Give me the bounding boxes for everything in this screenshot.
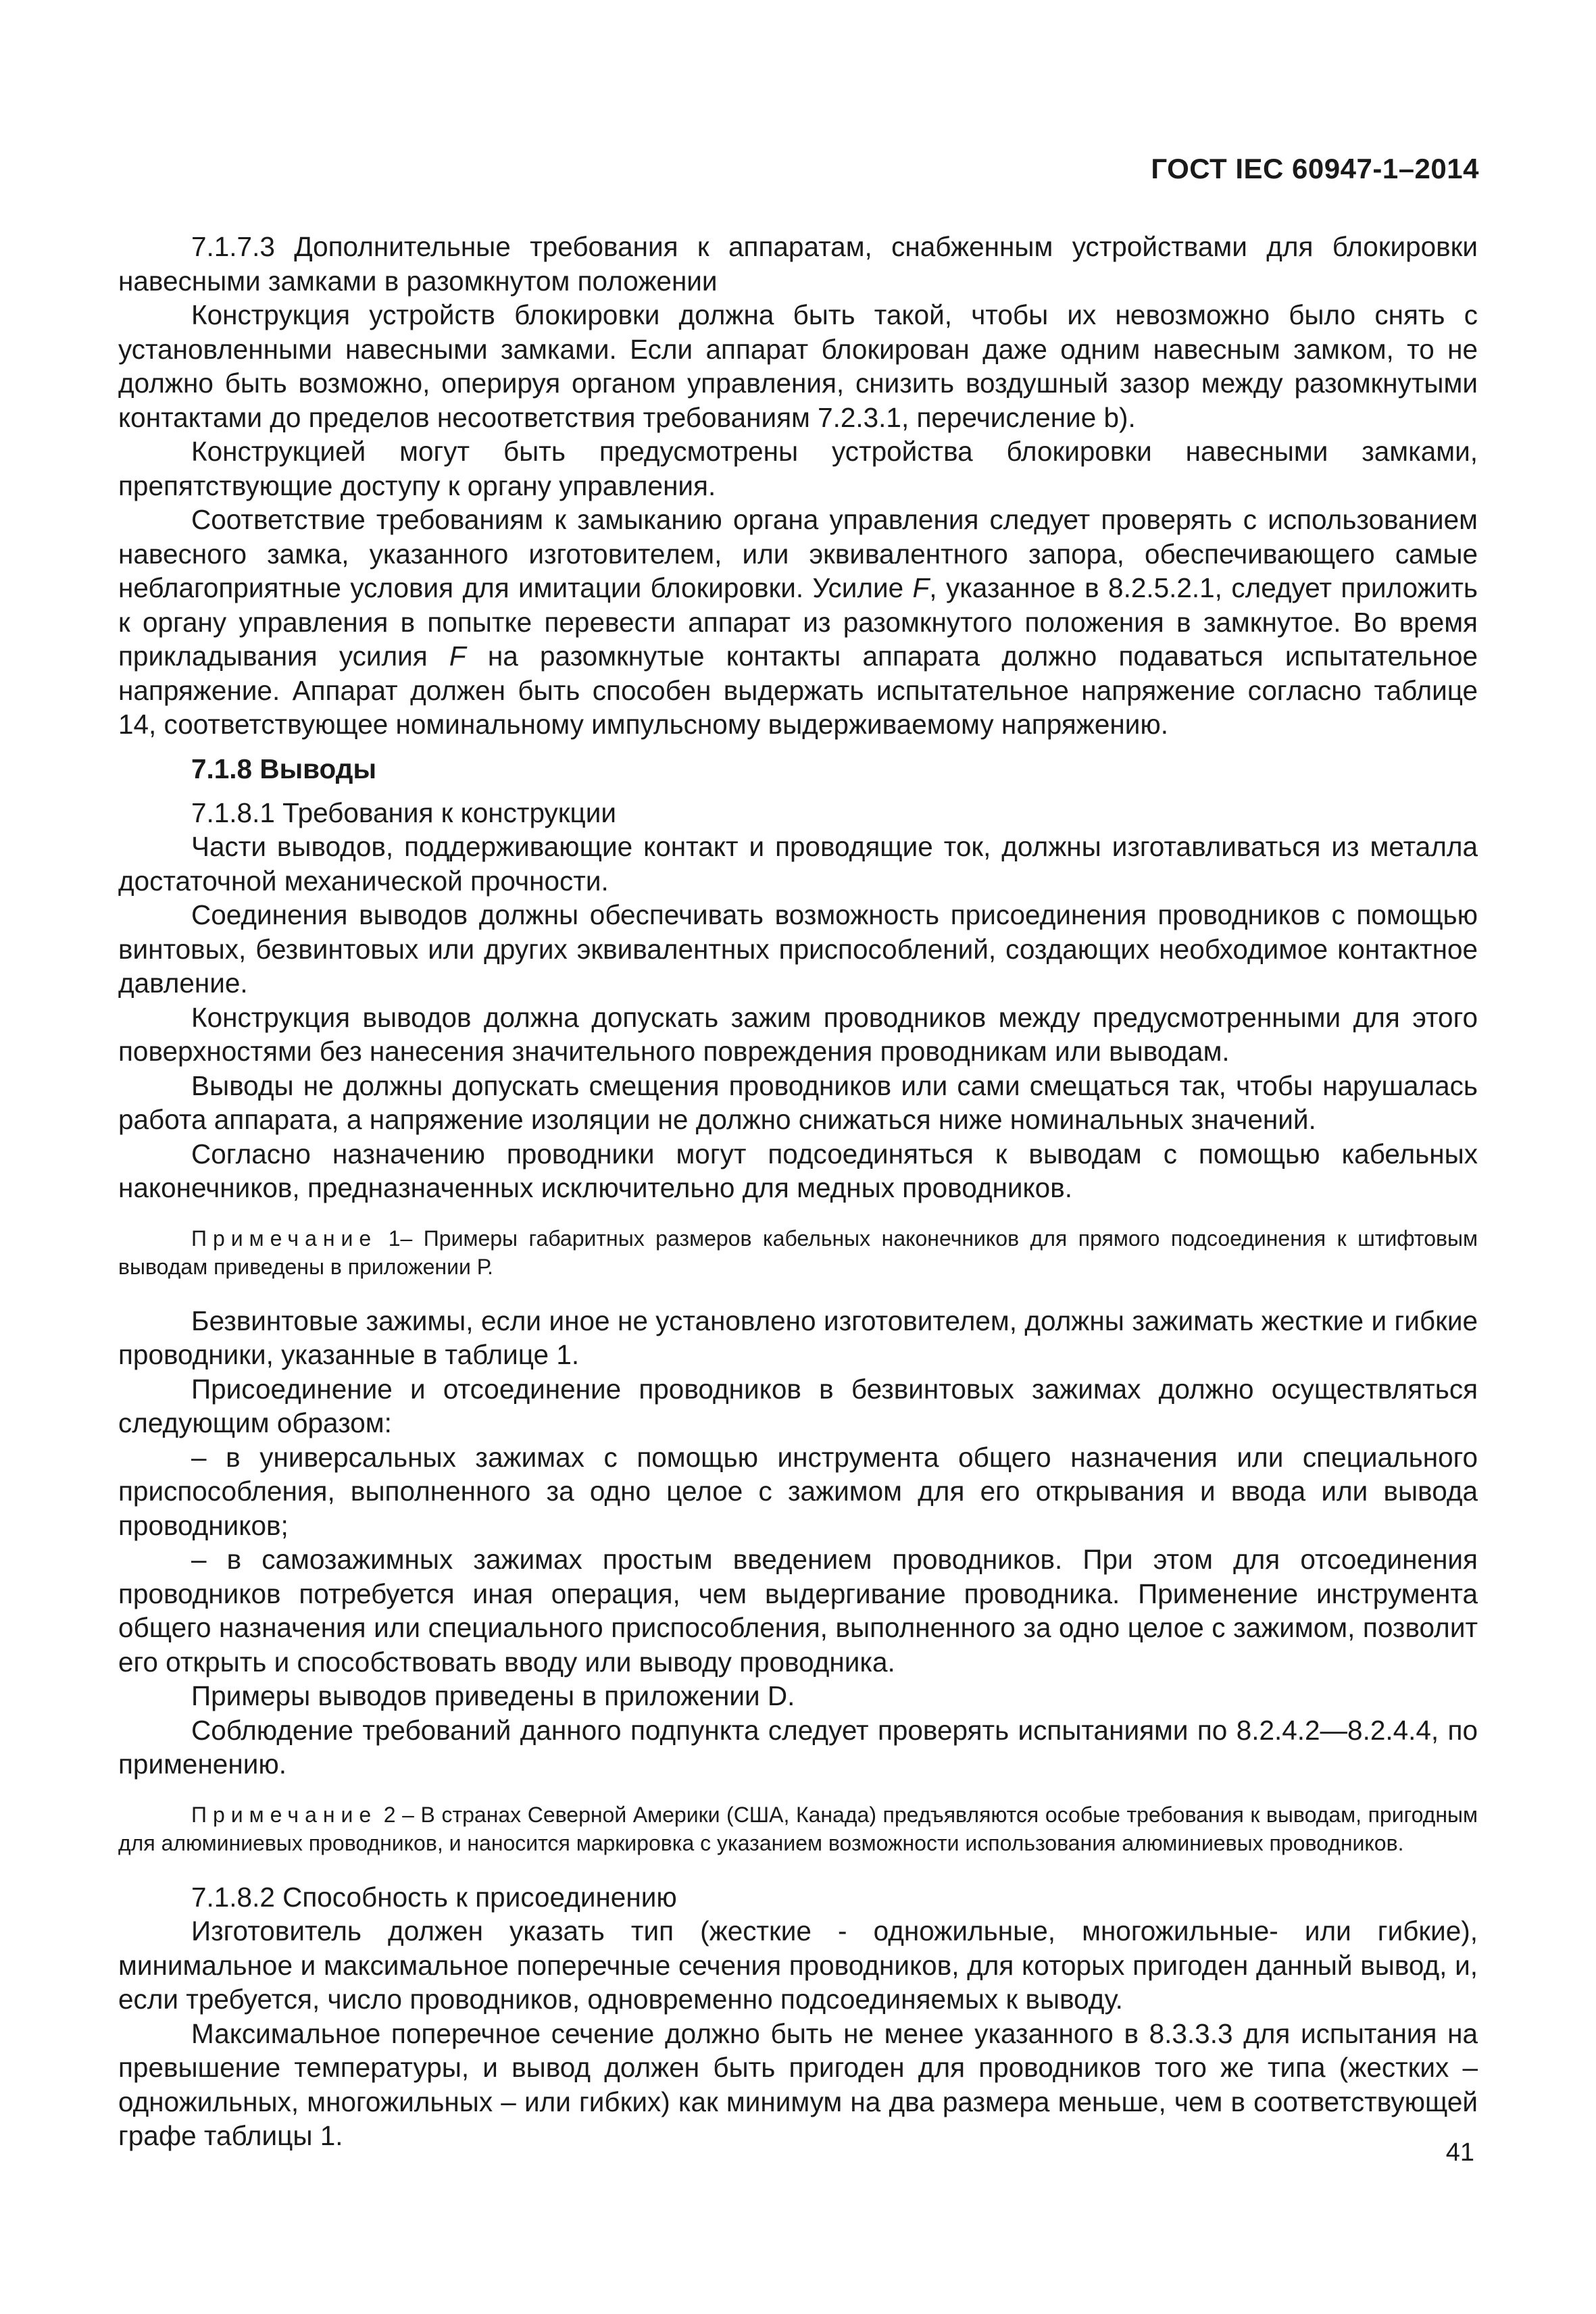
clause-7-1-8-2-title: 7.1.8.2 Способность к присоединению: [191, 1881, 677, 1913]
note-label: Примечание: [191, 1226, 378, 1251]
clause-7-1-8-1-title: 7.1.8.1 Требования к конструкции: [191, 797, 616, 828]
note-1: [118, 1224, 1478, 1281]
paragraph: Соединения выводов должны обеспечивать возможность присоединения проводников с помощью винтовых, безвинтовых или других эквивалентных приспособлений, создающих необходимое контактное давление.: [118, 899, 1478, 999]
paragraph: Конструкция устройств блокировки должна быть такой, чтобы их невозможно было снять с установленными навесными замками. Если аппарат блокирован даже одним навесным замком, то не должно быть возможно, оперируя органом управления, снизить воздушный зазор между разомкнутыми контактами до пределов несоответствия требованиям 7.2.3.1, перечисление b).: [118, 299, 1478, 433]
paragraph: Максимальное поперечное сечение должно быть не менее указанного в 8.3.3.3 для испытания на превышение температуры, и вывод должен быть пригоден для проводников того же типа (жестких – одножильных, многожильных – или гибких) как минимум на два размера меньше, чем в соответствующей графе таблицы 1.: [118, 2017, 1478, 2151]
force-symbol: F: [449, 640, 466, 672]
section-heading-7-1-8: 7.1.8 Выводы: [191, 753, 377, 784]
page-number: 41: [1445, 2138, 1474, 2167]
document-header: ГОСТ IEC 60947-1–2014: [1151, 153, 1479, 184]
paragraph: Примеры выводов приведены в приложении D.: [191, 1680, 795, 1711]
paragraph: Конструкция выводов должна допускать зажим проводников между предусмотренными для этого поверхностями без нанесения значительного повреждения проводникам или выводам.: [118, 1001, 1478, 1067]
paragraph: Соблюдение требований данного подпункта следует проверять испытаниями по 8.2.4.2—8.2.4.4, по применению.: [118, 1714, 1478, 1780]
note-label: Примечание: [191, 1802, 378, 1827]
paragraph: Части выводов, поддерживающие контакт и проводящие ток, должны изготавливаться из металла достаточной механической прочности.: [118, 831, 1478, 897]
text-run: на разомкнутые контакты аппарата должно подаваться испытательное напряжение. Аппарат должен быть способен выдержать испытательное напряжение согласно таблице 14, соответствующее номинальному импульсному выдерживаемому напряжению.: [118, 640, 1478, 740]
paragraph: Конструкцией могут быть предусмотрены устройства блокировки навесными замками, препятствующие доступу к органу управления.: [118, 436, 1478, 501]
note-text: 1– Примеры габаритных размеров кабельных наконечников для прямого подсоединения к штифтовым выводам приведены в приложении Р.: [118, 1226, 1478, 1279]
paragraph: Безвинтовые зажимы, если иное не установлено изготовителем, должны зажимать жесткие и гибкие проводники, указанные в таблице 1.: [118, 1305, 1478, 1370]
list-item: – в универсальных зажимах с помощью инструмента общего назначения или специального приспособления, выполненного за одно целое с зажимом для его открывания и ввода или вывода проводников;: [118, 1441, 1478, 1541]
paragraph: Изготовитель должен указать тип (жесткие - одножильные, многожильные- или гибкие), минимальное и максимальное поперечные сечения проводников, для которых пригоден данный вывод, и, если требуется, число проводников, одновременно подсоединяемых к выводу.: [118, 1915, 1478, 2015]
paragraph: Присоединение и отсоединение проводников в безвинтовых зажимах должно осуществляться следующим образом:: [118, 1373, 1478, 1438]
force-symbol: F: [912, 572, 930, 603]
note-2: [118, 1801, 1478, 1857]
note-text: 2 – В странах Северной Америки (США, Канада) предъявляются особые требования к выводам, пригодным для алюминиевых проводников, и наносится маркировка с указанием возможности использования алюминиевых проводников.: [118, 1802, 1478, 1855]
document-body: [118, 230, 1478, 2153]
paragraph: Согласно назначению проводники могут подсоединяться к выводам с помощью кабельных наконечников, предназначенных исключительно для медных проводников.: [118, 1138, 1478, 1203]
list-item: – в самозажимных зажимах простым введением проводников. При этом для отсоединения проводников потребуется иная операция, чем выдергивание проводника. Применение инструмента общего назначения или специального приспособления, выполненного за одно целое с зажимом, позволит его открыть и способствовать вводу или выводу проводника.: [118, 1544, 1478, 1678]
text-run: , указанное в 8.2.5.2.1, следует приложить к органу управления в попытке перевести аппарат из разомкнутого положения в замкнутое. Во время прикладывания усилия: [118, 572, 1478, 672]
text-run: Соответствие требованиям к замыканию органа управления следует проверять с использованием навесного замка, указанного изготовителем, или эквивалентного запора, обеспечивающего самые неблагоприятные условия для имитации блокировки. Усилие: [118, 504, 1478, 603]
clause-7-1-7-3-title: 7.1.7.3 Дополнительные требования к аппаратам, снабженным устройствами для блокировки навесными замками в разомкнутом положении: [118, 231, 1478, 297]
paragraph: Выводы не должны допускать смещения проводников или сами смещаться так, чтобы нарушалась работа аппарата, а напряжение изоляции не должно снижаться ниже номинальных значений.: [118, 1070, 1478, 1135]
paragraph: [118, 503, 1478, 742]
